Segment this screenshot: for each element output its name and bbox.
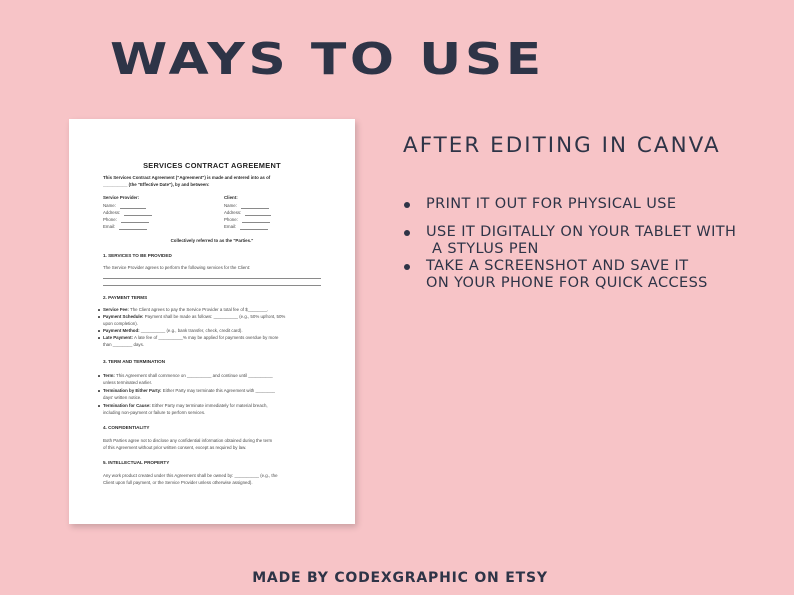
provider-heading: Service Provider:	[103, 195, 140, 200]
collective-line: Collectively referred to as the "Parties."	[170, 238, 254, 243]
late-payment-text: A late fee of __________% may be applied for payments overdue by more	[134, 335, 279, 340]
bullet-dot	[98, 390, 100, 392]
payment-schedule-cont: upon completion).	[103, 321, 138, 326]
section-4-text-1: Both Parties agree not to disclose any confidential information obtained during the term	[103, 438, 273, 443]
termination-party-item	[103, 388, 275, 394]
section-4-title: 4. CONFIDENTIALITY	[103, 425, 150, 430]
term-item	[103, 373, 273, 379]
bullet-item-tablet	[400, 224, 780, 258]
bullet-dot	[98, 405, 100, 407]
intro-line-1: This Services Contract Agreement ("Agreement") is made and entered into as of	[103, 175, 271, 180]
section-1-line-1	[103, 278, 321, 279]
provider-email-label: Email:	[103, 224, 116, 229]
bullet-dot	[98, 337, 100, 339]
provider-phone-line	[121, 222, 149, 223]
service-fee-label: Service Fee:	[103, 307, 129, 312]
termination-cause-text: Either Party may terminate immediately for material breach,	[151, 403, 268, 408]
section-5-text-1: Any work product created under this Agreement shall be owned by: __________ (e.g., the	[103, 473, 278, 478]
payment-schedule-text: Payment shall be made as follows: __________ (e.g., 50% upfront, 50%	[144, 314, 286, 319]
term-cont: unless terminated earlier.	[103, 380, 153, 385]
client-address-label: Address:	[224, 210, 242, 215]
subheading: AFTER EDITING IN CANVA	[403, 133, 721, 157]
section-4-text-2: of this Agreement without prior written consent, except as required by law.	[103, 445, 247, 450]
term-text: This Agreement shall commence on __________ and continue until __________	[116, 373, 273, 378]
client-name-label: Name:	[224, 203, 237, 208]
service-fee-item	[103, 307, 268, 313]
client-heading: Client:	[224, 195, 238, 200]
intro-line-2: __________ (the "Effective Date"), by and between:	[103, 182, 210, 187]
termination-cause-label: Termination for Cause:	[103, 403, 151, 408]
bullet-dot	[98, 330, 100, 332]
late-payment-cont: than ________ days.	[103, 342, 145, 347]
section-2-title: 2. PAYMENT TERMS	[103, 295, 148, 300]
document-title: SERVICES CONTRACT AGREEMENT	[143, 161, 281, 170]
payment-method-label: Payment Method:	[103, 328, 140, 333]
bullet-dot	[98, 309, 100, 311]
bullet-item-screenshot	[400, 258, 780, 292]
bullet-dot	[98, 316, 100, 318]
bullet-text: TAKE A SCREENSHOT AND SAVE IT	[426, 258, 689, 274]
termination-party-label: Termination by Either Party:	[103, 388, 162, 393]
term-label: Term:	[103, 373, 115, 378]
bullet-text: PRINT IT OUT FOR PHYSICAL USE	[426, 196, 677, 212]
page-headline: WAYS TO USE	[110, 34, 545, 85]
late-payment-item	[103, 335, 279, 341]
client-phone-line	[242, 222, 270, 223]
provider-phone-label: Phone:	[103, 217, 117, 222]
provider-name-line	[120, 208, 146, 209]
payment-schedule-label: Payment Schedule:	[103, 314, 144, 319]
service-fee-text: The Client agrees to pay the Service Provider a total fee of $________.	[130, 307, 269, 312]
bullet-dot	[98, 375, 100, 377]
payment-method-item	[103, 328, 243, 334]
contract-document-preview	[69, 119, 355, 524]
provider-email-line	[119, 229, 147, 230]
client-email-line	[240, 229, 268, 230]
usage-bullet-list	[400, 196, 780, 292]
client-email-label: Email:	[224, 224, 237, 229]
section-5-text-2: Client upon full payment, or the Service Provider unless otherwise assigned).	[103, 480, 253, 485]
client-name-line	[241, 208, 269, 209]
payment-method-text: __________ (e.g., bank transfer, check, credit card).	[140, 328, 243, 333]
termination-cause-cont: including non-payment or failure to perform services.	[103, 410, 206, 415]
termination-cause-item	[103, 403, 268, 409]
bullet-text: USE IT DIGITALLY ON YOUR TABLET WITH	[426, 224, 737, 240]
late-payment-label: Late Payment:	[103, 335, 134, 340]
section-1-text: The Service Provider agrees to perform the following services for the Client:	[103, 265, 251, 270]
payment-schedule-item	[103, 314, 285, 320]
bullet-text-cont: A STYLUS PEN	[432, 241, 539, 257]
bullet-item-print	[400, 196, 780, 213]
termination-party-cont: days' written notice.	[103, 395, 142, 400]
section-1-line-2	[103, 285, 321, 286]
bullet-text-cont: ON YOUR PHONE FOR QUICK ACCESS	[426, 275, 708, 291]
section-3-title: 3. TERM AND TERMINATION	[103, 359, 166, 364]
client-address-line	[245, 215, 271, 216]
provider-name-label: Name:	[103, 203, 116, 208]
footer-credit: MADE BY CODEXGRAPHIC ON ETSY	[252, 570, 548, 586]
provider-address-label: Address:	[103, 210, 121, 215]
client-phone-label: Phone:	[224, 217, 238, 222]
termination-party-text: Either Party may terminate this Agreement with ________	[162, 388, 275, 393]
section-5-title: 5. INTELLECTUAL PROPERTY	[103, 460, 170, 465]
section-1-title: 1. SERVICES TO BE PROVIDED	[103, 253, 172, 258]
provider-address-line	[124, 215, 152, 216]
